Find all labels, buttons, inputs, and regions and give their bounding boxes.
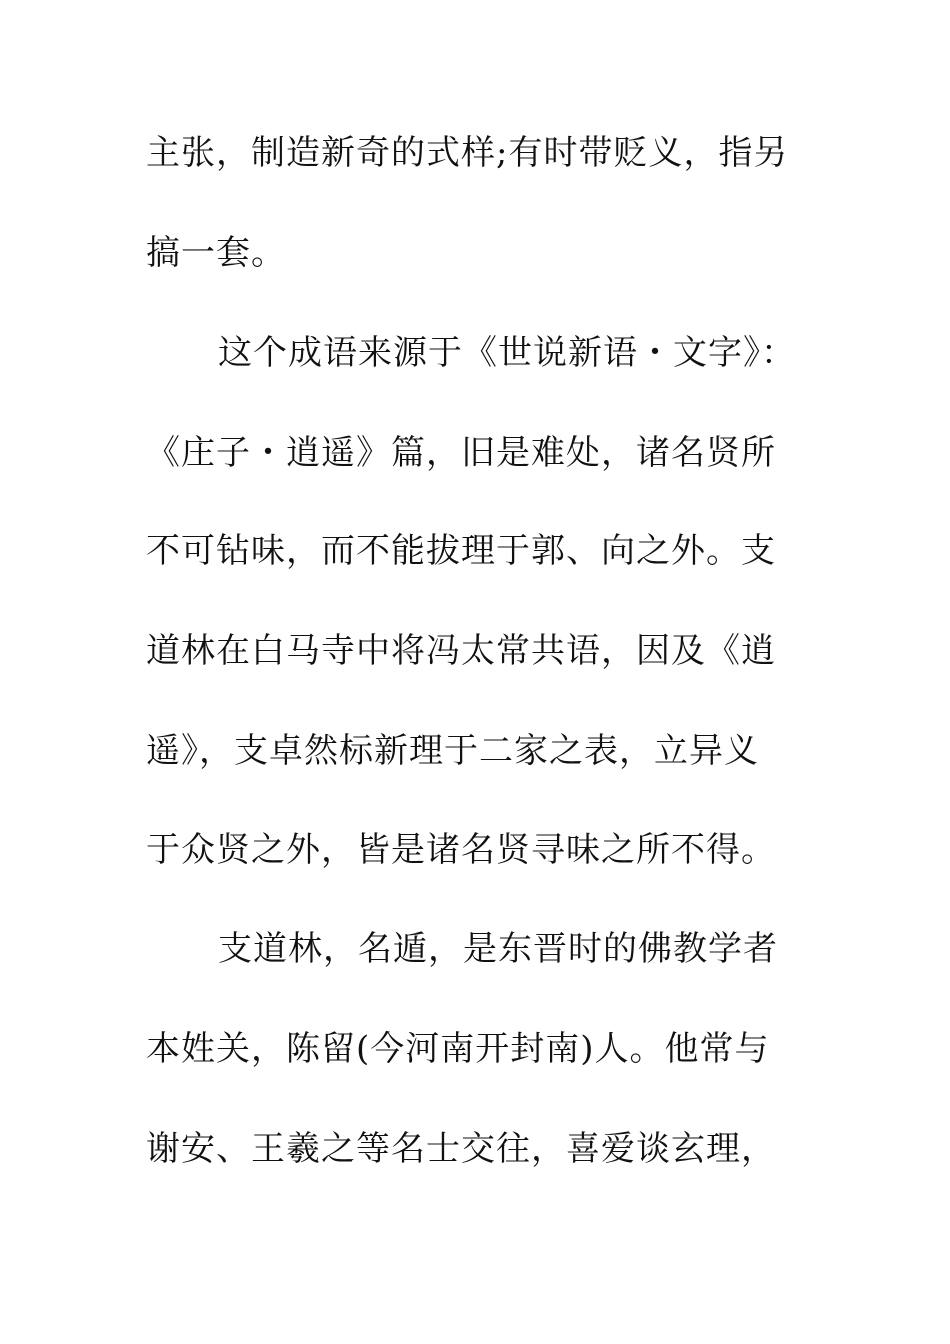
text-line: 道林在白马寺中将冯太常共语，因及《逍 <box>146 631 776 671</box>
text-line: 搞一套。 <box>146 233 286 273</box>
text-line: 《庄子・逍遥》篇，旧是难处，诸名贤所 <box>146 433 776 473</box>
text-line: 主张，制造新奇的式样;有时带贬义，指另 <box>146 133 789 173</box>
text-line: 遥》，支卓然标新理于二家之表，立异义 <box>146 731 759 771</box>
text-line: 于众贤之外，皆是诸名贤寻味之所不得。 <box>146 830 776 870</box>
text-line: 不可钻味，而不能拔理于郭、向之外。支 <box>146 531 776 571</box>
text-line: 谢安、王羲之等名士交往，喜爱谈玄理， <box>146 1129 776 1169</box>
paragraph-start-line: 支道林，名遁，是东晋时的佛教学者 <box>218 929 778 969</box>
text-line: 本姓关，陈留(今河南开封南)人。他常与 <box>146 1029 770 1069</box>
paragraph-start-line: 这个成语来源于《世说新语・文字》： <box>218 333 796 373</box>
